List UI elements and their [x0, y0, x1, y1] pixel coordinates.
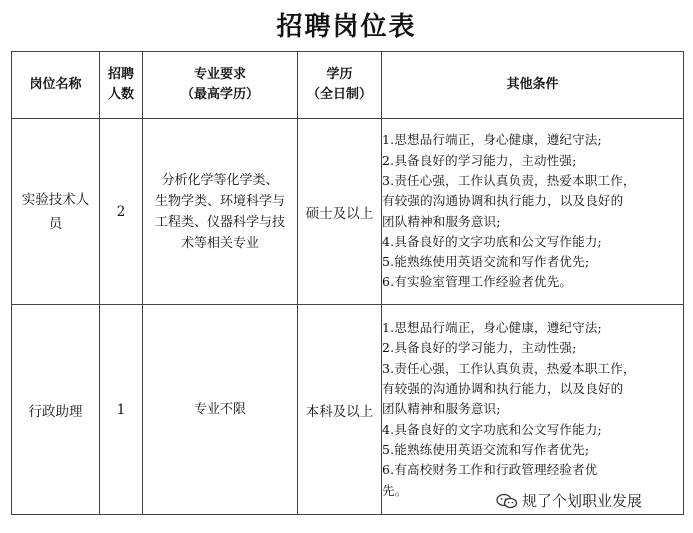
- watermark-text: 规了个划职业发展: [522, 492, 643, 510]
- header-major: 专业要求 （最高学历）: [143, 52, 298, 119]
- watermark: [496, 490, 642, 511]
- wechat-icon: [496, 493, 518, 509]
- count-cell: 1: [100, 305, 143, 515]
- conditions-cell: 1.思想品行端正，身心健康，遵纪守法; 2.具备良好的学习能力，主动性强; 3.责任心强，工作认真负责，热爱本职工作， 有较强的沟通协调和执行能力，以及良好的 团队精神和服务意识; 4.具备良好的文字功底和公文写作能力; 5.能熟练使用英语交流和写作者优先; 6.有高校财务工作和行政管理经验者优 先。: [382, 305, 684, 515]
- education-cell: 硕士及以上: [298, 119, 382, 305]
- page-title: 招聘岗位表: [276, 12, 417, 42]
- header-position: 岗位名称: [12, 52, 100, 119]
- conditions-cell: 1.思想品行端正，身心健康，遵纪守法; 2.具备良好的学习能力，主动性强; 3.责任心强，工作认真负责，热爱本职工作， 有较强的沟通协调和执行能力，以及良好的 团队精神和服务意识; 4.具备良好的文字功底和公文写作能力; 5.能熟练使用英语交流和写作者优先; 6.有实验室管理工作经验者优先。: [382, 119, 684, 305]
- header-count: 招聘 人数: [100, 52, 143, 119]
- table-header-row: [12, 52, 684, 119]
- education-cell: 本科及以上: [298, 305, 382, 515]
- position-cell: 实验技术人 员: [12, 119, 100, 305]
- table-row: [12, 305, 684, 515]
- table-row: [12, 119, 684, 305]
- header-other-conditions: 其他条件: [382, 52, 684, 119]
- job-table: [11, 51, 684, 515]
- major-cell: 分析化学等化学类、 生物学类、环境科学与 工程类、仪器科学与技 术等相关专业: [143, 119, 298, 305]
- major-cell: 专业不限: [143, 305, 298, 515]
- position-cell: 行政助理: [12, 305, 100, 515]
- count-cell: 2: [100, 119, 143, 305]
- header-education: 学历 （全日制）: [298, 52, 382, 119]
